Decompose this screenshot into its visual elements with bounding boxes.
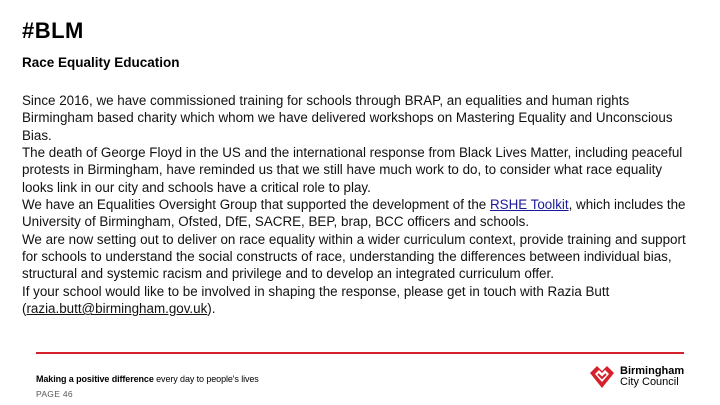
email-link[interactable]: razia.butt@birmingham.gov.uk [26, 301, 208, 317]
logo-line-1: Birmingham [620, 364, 685, 377]
tagline-bold: Making a positive difference [36, 374, 154, 384]
slide-subtitle: Race Equality Education [22, 55, 180, 70]
email-close-paren: ). [207, 301, 216, 317]
logo-line-2: City Council [620, 376, 679, 388]
paragraph-george-floyd: The death of George Floyd in the US and the international response from Black Lives Matter, including peaceful protests in Birmingham, have reminded us that we still have much work to do, to consider what race equality looks link in our city and schools have a critical role to play. [22, 145, 683, 195]
rshe-toolkit-link[interactable]: RSHE Toolkit [489, 197, 569, 213]
paragraph-brap: Since 2016, we have commissioned training for schools through BRAP, an equalities and human rights Birmingham based charity which whom we have delivered workshops on Mastering Equality and Unconscious Bias. [22, 93, 673, 143]
paragraph-oversight-group [22, 196, 692, 231]
body-text [22, 92, 692, 317]
slide-title: #BLM [22, 18, 84, 43]
council-heart-icon [588, 364, 616, 390]
paragraph-oversight-text-1: We have an Equalities Oversight Group that supported the development of the [22, 197, 490, 213]
paragraph-curriculum: We are now setting out to deliver on race equality within a wider curriculum context, provide training and support for schools to understand the social constructs of race, understanding the differences between individual bias, structural and systemic racism and privilege and to develop an integrated curriculum offer. [22, 231, 686, 282]
paragraph-email [22, 300, 692, 317]
footer-divider [36, 352, 684, 354]
paragraph-contact: If your school would like to be involved in shaping the response, please get in touch with Razia Butt [22, 283, 610, 299]
paragraph-oversight-text-2: , which includes the University of Birmingham, Ofsted, DfE, SACRE, BEP, brap, BCC officers and schools. [22, 197, 686, 230]
council-logo [588, 362, 684, 392]
tagline-rest: every day to people's lives [153, 374, 259, 384]
page-number: PAGE 46 [36, 389, 73, 399]
email-open-paren: ( [22, 301, 27, 317]
footer-tagline [36, 374, 259, 384]
